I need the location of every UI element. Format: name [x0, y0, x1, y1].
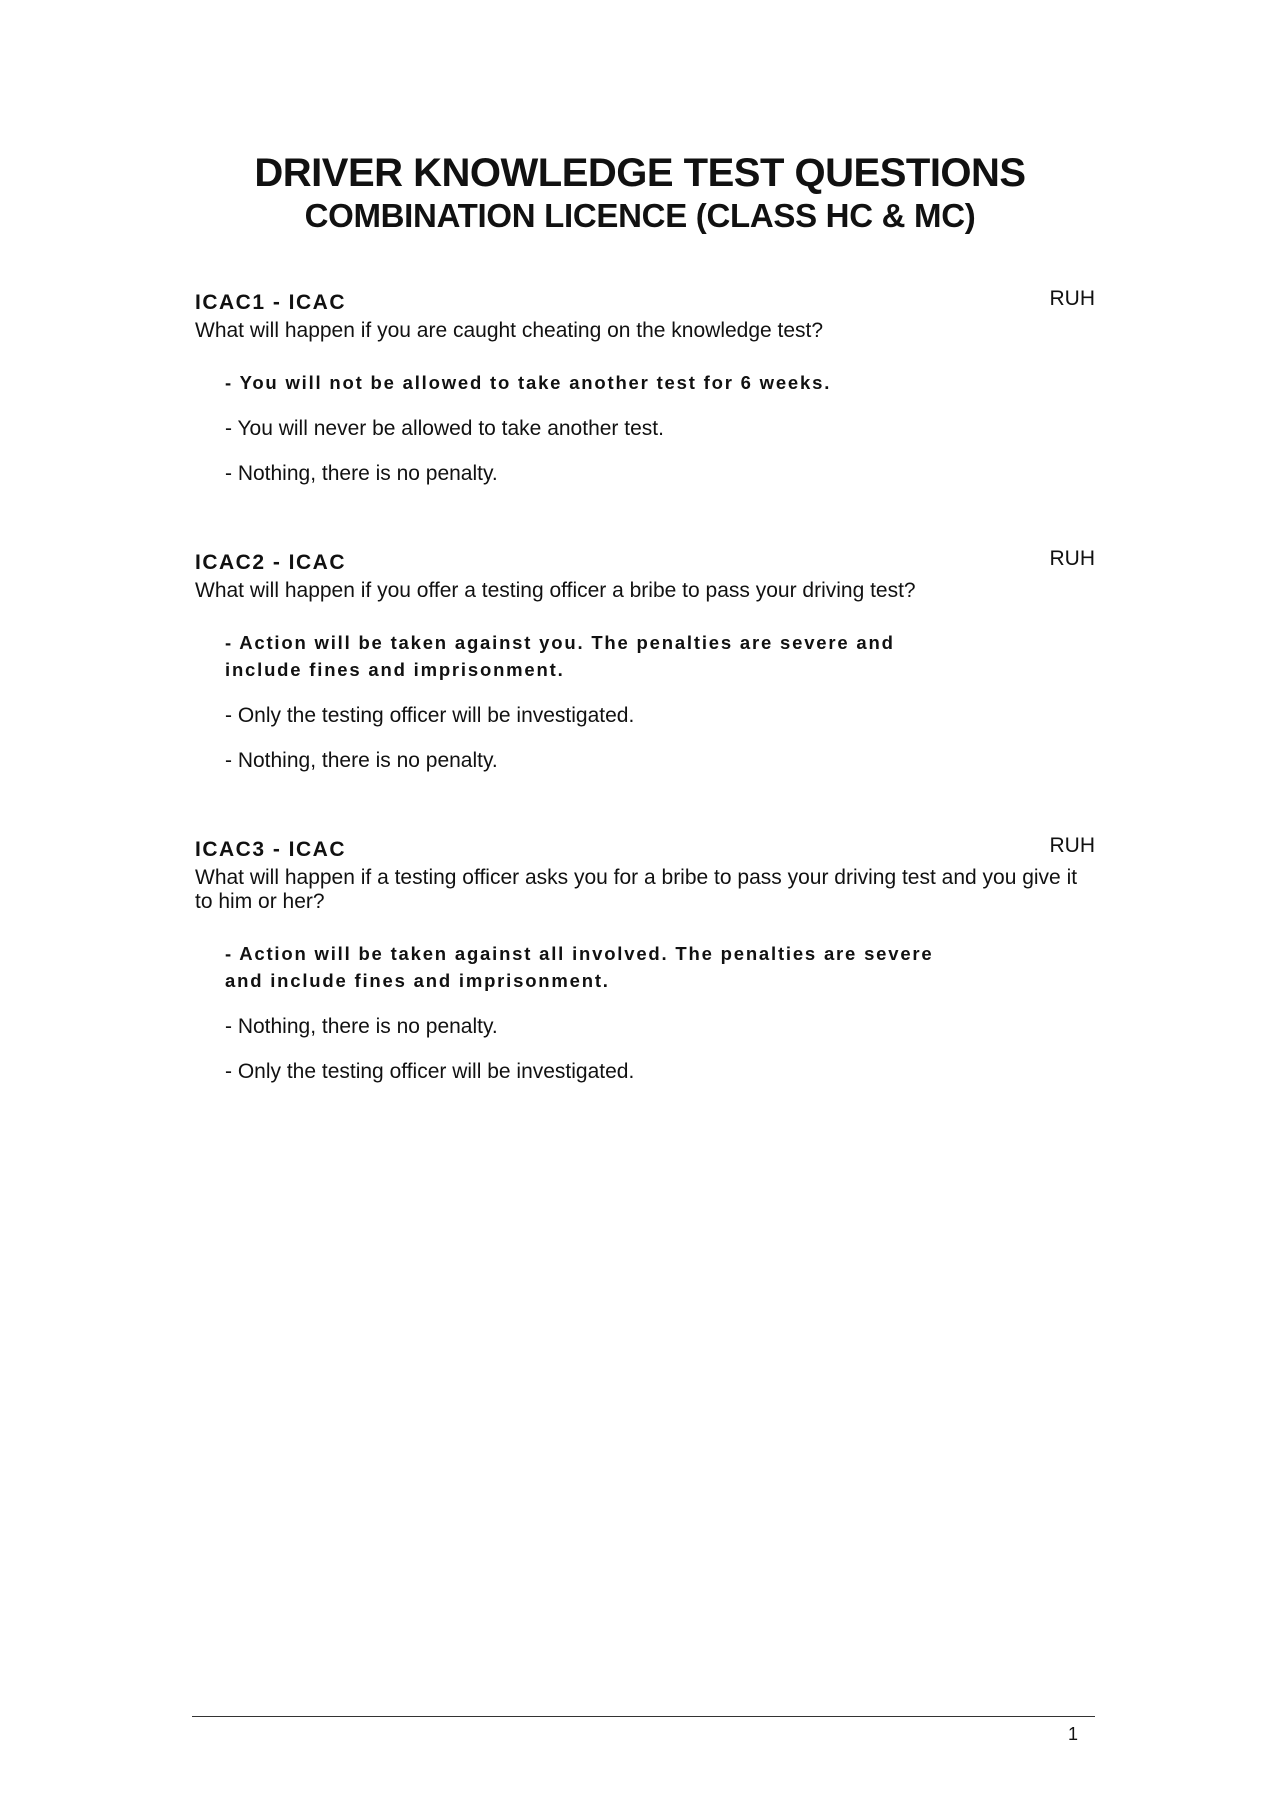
footer-divider — [192, 1716, 1095, 1717]
answer-list — [225, 369, 965, 486]
question-block — [195, 287, 1095, 486]
question-code: ICAC2 - ICAC — [195, 551, 347, 574]
question-tag: RUH — [1049, 547, 1095, 570]
question-tag: RUH — [1049, 287, 1095, 310]
page-number: 1 — [1067, 1724, 1078, 1744]
question-text: What will happen if a testing officer asks you for a bribe to pass your driving test and you give it to him or her? — [195, 866, 1078, 913]
question-header — [195, 834, 1095, 864]
answer-option: - Only the testing officer will be investigated. — [225, 704, 635, 727]
question-header — [195, 287, 1095, 317]
question-text: What will happen if you are caught cheating on the knowledge test? — [195, 319, 824, 342]
title-block — [0, 150, 1280, 236]
question-block — [195, 834, 1095, 1084]
correct-answer: - Action will be taken against you. The penalties are severe and include fines and imprisonment. — [225, 632, 895, 680]
question-header — [195, 547, 1095, 577]
answer-list — [225, 629, 965, 773]
correct-answer: - Action will be taken against all involved. The penalties are severe and include fines and imprisonment. — [225, 943, 934, 991]
answer-option: - Nothing, there is no penalty. — [225, 1015, 498, 1038]
question-text: What will happen if you offer a testing officer a bribe to pass your driving test? — [195, 579, 916, 602]
question-tag: RUH — [1049, 834, 1095, 857]
answer-list — [225, 940, 965, 1084]
question-block — [195, 547, 1095, 773]
question-code: ICAC3 - ICAC — [195, 838, 347, 861]
answer-option: - Only the testing officer will be investigated. — [225, 1060, 635, 1083]
document-subtitle: COMBINATION LICENCE (CLASS HC & MC) — [304, 197, 976, 234]
answer-option: - Nothing, there is no penalty. — [225, 749, 498, 772]
question-code: ICAC1 - ICAC — [195, 291, 347, 314]
answer-option: - You will never be allowed to take another test. — [225, 417, 664, 440]
answer-option: - Nothing, there is no penalty. — [225, 462, 498, 485]
document-title: DRIVER KNOWLEDGE TEST QUESTIONS — [254, 151, 1026, 195]
correct-answer: - You will not be allowed to take another test for 6 weeks. — [225, 372, 832, 393]
